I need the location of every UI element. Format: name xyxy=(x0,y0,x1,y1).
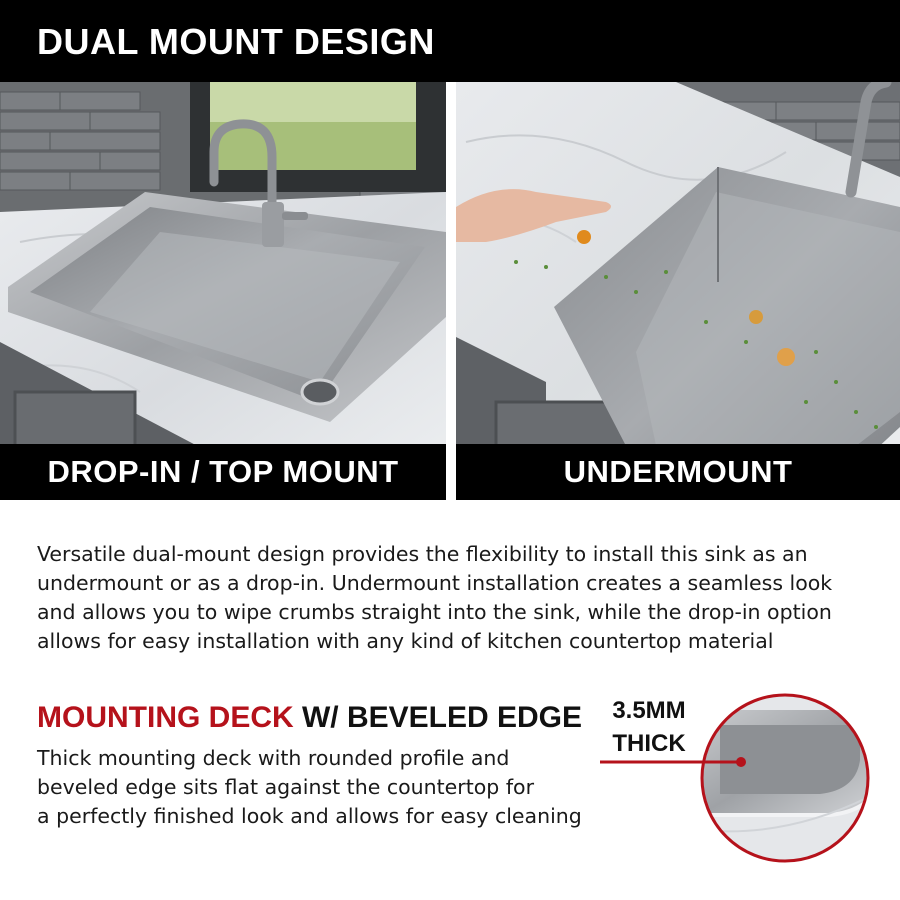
header-banner xyxy=(0,0,900,82)
page-title: DUAL MOUNT DESIGN xyxy=(37,21,435,62)
drop-in-sink-illustration xyxy=(0,82,446,500)
thickness-label xyxy=(598,694,700,760)
deck-description-line: a perfectly finished look and allows for easy cleaning xyxy=(37,804,582,828)
drop-in-panel xyxy=(0,82,446,500)
mounting-deck-heading-rest: W/ BEVELED EDGE xyxy=(293,701,583,734)
description-line: undermount or as a drop-in. Undermount installation creates a seamless look xyxy=(37,571,833,595)
undermount-caption: UNDERMOUNT xyxy=(456,444,900,500)
deck-description-line: beveled edge sits flat against the countertop for xyxy=(37,775,535,799)
description-line: and allows you to wipe crumbs straight into the sink, while the drop-in option xyxy=(37,600,832,624)
deck-description-line: Thick mounting deck with rounded profile and xyxy=(37,746,510,770)
mounting-deck-heading-accent: MOUNTING DECK xyxy=(37,701,294,734)
mounting-deck-heading xyxy=(37,700,582,736)
thickness-word: THICK xyxy=(612,730,686,757)
drop-in-caption: DROP-IN / TOP MOUNT xyxy=(0,444,446,500)
description-line: Versatile dual-mount design provides the flexibility to install this sink as an xyxy=(37,542,808,566)
mounting-deck-description xyxy=(37,744,597,831)
dual-mount-description xyxy=(37,540,867,656)
description-line: allows for easy installation with any kind of kitchen countertop material xyxy=(37,629,774,653)
thickness-value: 3.5MM xyxy=(612,697,686,724)
undermount-panel xyxy=(456,82,900,500)
undermount-sink-illustration xyxy=(456,82,900,500)
